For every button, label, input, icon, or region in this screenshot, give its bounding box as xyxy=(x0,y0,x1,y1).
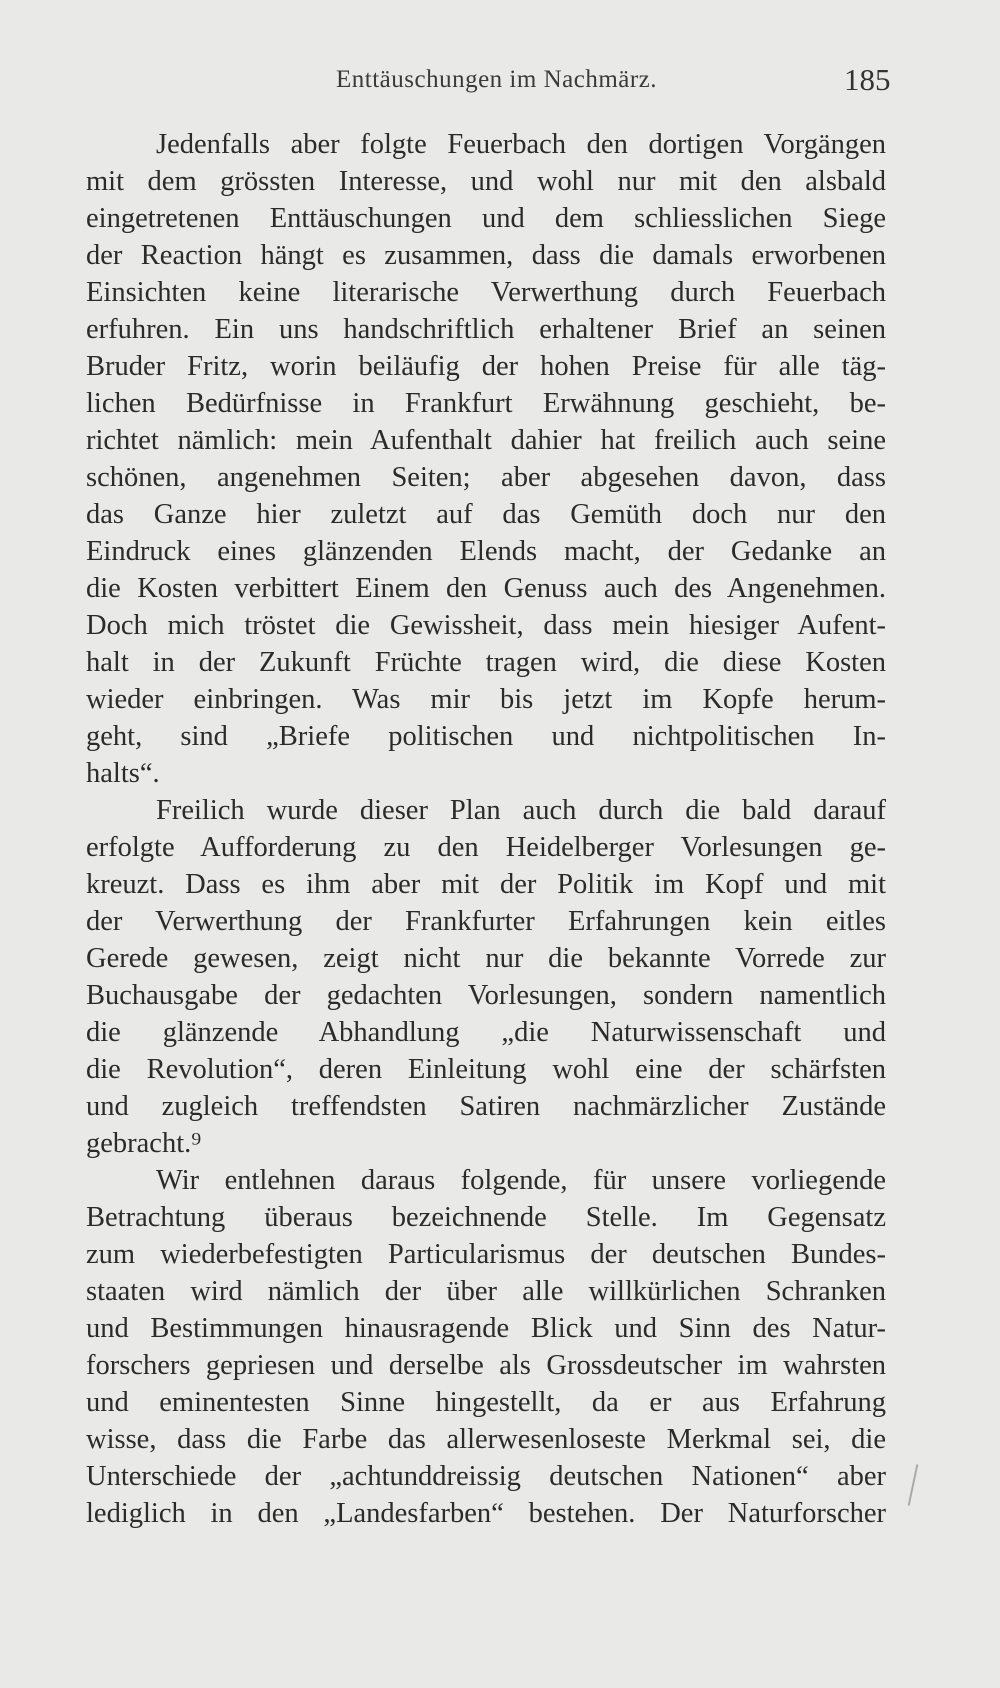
text-line: lichen Bedürfnisse in Frankfurt Erwähnung geschieht, be- xyxy=(86,388,886,419)
text-line: Eindruck eines glänzenden Elends macht, der Gedanke an xyxy=(86,536,886,567)
text-line: Jedenfalls aber folgte Feuerbach den dortigen Vorgängen xyxy=(156,129,886,160)
text-line: schönen, angenehmen Seiten; aber abgesehen davon, dass xyxy=(86,462,886,493)
text-line: lediglich in den „Landesfarben“ bestehen. Der Naturforscher xyxy=(86,1498,886,1529)
text-line: erfuhren. Ein uns handschriftlich erhaltener Brief an seinen xyxy=(86,314,886,345)
text-line: gebracht.⁹ xyxy=(86,1128,202,1159)
text-line: erfolgte Aufforderung zu den Heidelberger Vorlesungen ge- xyxy=(86,832,886,863)
page-number: 185 xyxy=(844,62,891,97)
text-line: kreuzt. Dass es ihm aber mit der Politik im Kopf und mit xyxy=(86,869,886,900)
text-line: halt in der Zukunft Früchte tragen wird, die diese Kosten xyxy=(86,647,886,678)
text-line: die Kosten verbittert Einem den Genuss auch des Angenehmen. xyxy=(86,573,886,604)
text-line: Einsichten keine literarische Verwerthung durch Feuerbach xyxy=(86,277,886,308)
text-line: mit dem grössten Interesse, und wohl nur mit den alsbald xyxy=(86,166,886,197)
text-line: Freilich wurde dieser Plan auch durch die bald darauf xyxy=(156,795,886,826)
text-line: und zugleich treffendsten Satiren nachmärzlicher Zustände xyxy=(86,1091,886,1122)
text-line: der Reaction hängt es zusammen, dass die damals erworbenen xyxy=(86,240,886,271)
page-header xyxy=(0,62,1000,106)
text-line: wisse, dass die Farbe das allerwesenloseste Merkmal sei, die xyxy=(86,1424,886,1455)
text-line: der Verwerthung der Frankfurter Erfahrungen kein eitles xyxy=(86,906,886,937)
text-line: halts“. xyxy=(86,758,160,789)
text-line: wieder einbringen. Was mir bis jetzt im Kopfe herum- xyxy=(86,684,886,715)
text-line: Bruder Fritz, worin beiläufig der hohen Preise für alle täg- xyxy=(86,351,886,382)
text-line: Buchausgabe der gedachten Vorlesungen, sondern namentlich xyxy=(86,980,886,1011)
text-line: Betrachtung überaus bezeichnende Stelle. Im Gegensatz xyxy=(86,1202,886,1233)
text-line: zum wiederbefestigten Particularismus der deutschen Bundes- xyxy=(86,1239,886,1270)
text-line: die glänzende Abhandlung „die Naturwissenschaft und xyxy=(86,1017,886,1048)
text-line: geht, sind „Briefe politischen und nichtpolitischen In- xyxy=(86,721,886,752)
text-line: das Ganze hier zuletzt auf das Gemüth doch nur den xyxy=(86,499,886,530)
text-line: und Bestimmungen hinausragende Blick und Sinn des Natur- xyxy=(86,1313,886,1344)
text-line: forschers gepriesen und derselbe als Grossdeutscher im wahrsten xyxy=(86,1350,886,1381)
running-title: Enttäuschungen im Nachmärz. xyxy=(336,66,658,93)
margin-pencil-mark xyxy=(908,1464,919,1505)
text-line: Wir entlehnen daraus folgende, für unsere vorliegende xyxy=(156,1165,886,1196)
text-line: eingetretenen Enttäuschungen und dem schliesslichen Siege xyxy=(86,203,886,234)
text-line: Unterschiede der „achtunddreissig deutschen Nationen“ aber xyxy=(86,1461,886,1492)
text-line: staaten wird nämlich der über alle willkürlichen Schranken xyxy=(86,1276,886,1307)
body-text xyxy=(86,126,886,1532)
text-line: richtet nämlich: mein Aufenthalt dahier hat freilich auch seine xyxy=(86,425,886,456)
text-line: Gerede gewesen, zeigt nicht nur die bekannte Vorrede zur xyxy=(86,943,886,974)
text-line: Doch mich tröstet die Gewissheit, dass mein hiesiger Aufent- xyxy=(86,610,886,641)
text-line: und eminentesten Sinne hingestellt, da er aus Erfahrung xyxy=(86,1387,886,1418)
text-line: die Revolution“, deren Einleitung wohl eine der schärfsten xyxy=(86,1054,886,1085)
